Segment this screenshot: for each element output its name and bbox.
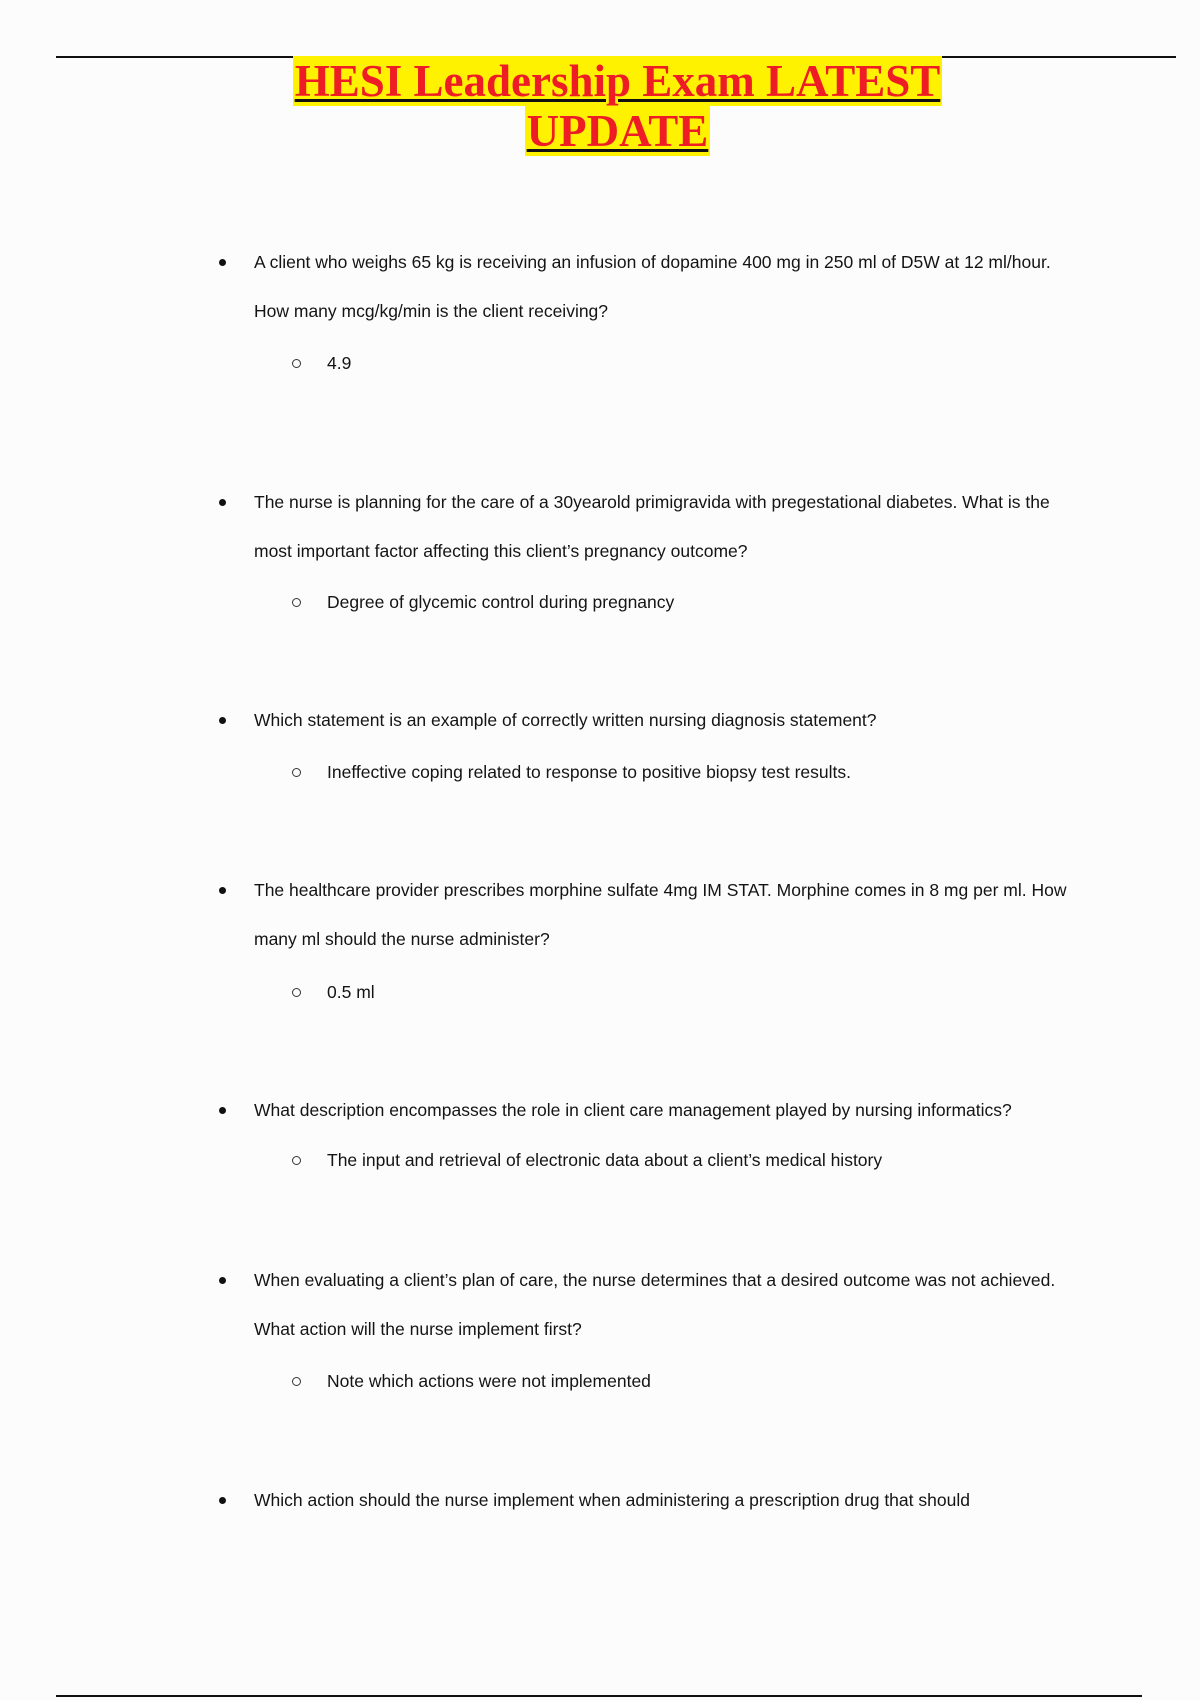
bullet-icon — [219, 717, 226, 724]
bottom-rule — [56, 1695, 1142, 1697]
title-line-1: HESI Leadership Exam LATEST — [294, 56, 941, 106]
bullet-icon — [219, 1497, 226, 1504]
answer-text: 4.9 — [327, 353, 352, 373]
answer-circle-icon — [292, 359, 301, 368]
document-title — [0, 56, 1200, 156]
answer-text: The input and retrieval of electronic data about a client’s medical history — [327, 1150, 883, 1170]
question-text: Which statement is an example of correctly written nursing diagnosis statement? — [254, 710, 877, 730]
answer-text: 0.5 ml — [327, 982, 375, 1002]
bullet-icon — [219, 499, 226, 506]
bullet-icon — [219, 259, 226, 266]
bullet-icon — [219, 1277, 226, 1284]
answer-circle-icon — [292, 988, 301, 997]
answer-circle-icon — [292, 598, 301, 607]
question-text: The healthcare provider prescribes morphine sulfate 4mg IM STAT. Morphine comes in 8 mg per ml. How many ml should the nurse administer? — [254, 880, 1067, 949]
bullet-icon — [219, 887, 226, 894]
answer-circle-icon — [292, 1377, 301, 1386]
answer-text: Note which actions were not implemented — [327, 1371, 651, 1391]
bullet-icon — [219, 1107, 226, 1114]
question-text: When evaluating a client’s plan of care, the nurse determines that a desired outcome was not achieved. What action will the nurse implement first? — [254, 1270, 1056, 1339]
answer-text: Ineffective coping related to response to positive biopsy test results. — [327, 762, 852, 782]
question-text: What description encompasses the role in client care management played by nursing informatics? — [254, 1100, 1012, 1120]
answer-circle-icon — [292, 768, 301, 777]
question-text: The nurse is planning for the care of a 30yearold primigravida with pregestational diabetes. What is the most important factor affecting this client’s pregnancy outcome? — [254, 492, 1050, 561]
answer-text: Degree of glycemic control during pregnancy — [327, 592, 675, 612]
question-text: Which action should the nurse implement when administering a prescription drug that should — [254, 1490, 970, 1510]
question-text: A client who weighs 65 kg is receiving an infusion of dopamine 400 mg in 250 ml of D5W at 12 ml/hour. How many mcg/kg/min is the client receiving? — [254, 252, 1051, 321]
answer-circle-icon — [292, 1156, 301, 1165]
title-line-2: UPDATE — [526, 106, 709, 156]
